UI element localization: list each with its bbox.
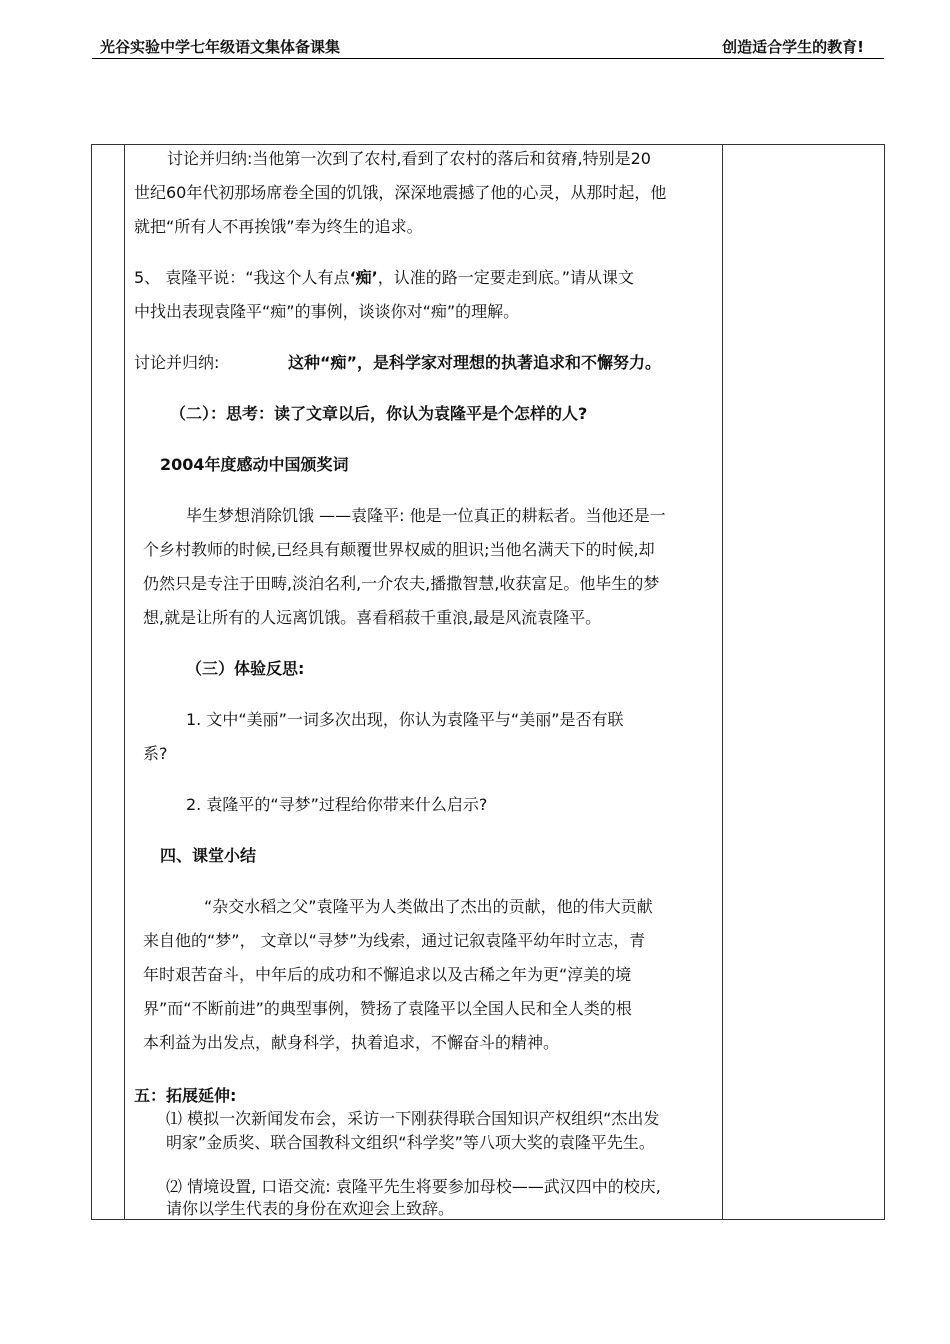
header-motto: 创造适合学生的教育! — [722, 38, 864, 56]
extension-2-line-2: 请你以学生代表的身份在欢迎会上致辞。 — [166, 1199, 455, 1218]
question-5-text-a: 5、 袁隆平说：“我这个人有点 — [134, 268, 350, 287]
think-question: （二）：思考：读了文章以后，你认为袁隆平是个怎样的人? — [170, 404, 588, 423]
class-summary-line-2: 来自他的“梦”， 文章以“寻梦”为线索，通过记叙袁隆平幼年时立志，青 — [143, 931, 646, 950]
reflect-1-line-2: 系? — [143, 744, 168, 763]
award-line-1: 毕生梦想消除饥饿 ——袁隆平: 他是一位真正的耕耘者。当他还是一 — [186, 506, 666, 525]
discussion-line-2: 世纪60年代初那场席卷全国的饥饿，深深地震撼了他的心灵，从那时起，他 — [134, 183, 667, 202]
summary-label: 讨论并归纳: — [134, 353, 220, 372]
class-summary-line-5: 本利益为出发点，献身科学，执着追求，不懈奋斗的精神。 — [143, 1033, 560, 1052]
class-summary-line-4: 界”而“不断前进”的典型事例，赞扬了袁隆平以全国人民和全人类的根 — [143, 999, 632, 1018]
discussion-line-1: 讨论并归纳:当他第一次到了农村,看到了农村的落后和贫瘠,特别是20 — [167, 149, 651, 168]
award-line-3: 仍然只是专注于田畴,淡泊名利,一介农夫,播撒智慧,收获富足。他毕生的梦 — [143, 574, 660, 593]
question-5-line-1 — [134, 261, 634, 295]
extension-2-line-1: ⑵ 情境设置, 口语交流: 袁隆平先生将要参加母校——武汉四中的校庆, — [166, 1177, 661, 1196]
question-5-line-2: 中找出表现袁隆平“痴”的事例，谈谈你对“痴”的理解。 — [134, 302, 520, 321]
class-summary-title: 四、课堂小结 — [160, 846, 257, 865]
extension-title: 五：拓展延伸: — [134, 1086, 237, 1105]
class-summary-line-1: “杂交水稻之父”袁隆平为人类做出了杰出的贡献，他的伟大贡献 — [204, 897, 653, 916]
summary-conclusion: 这种“痴”，是科学家对理想的执著追求和不懈努力。 — [288, 353, 662, 372]
reflect-2: 2. 袁隆平的“寻梦”过程给你带来什么启示? — [186, 795, 488, 814]
discussion-line-3: 就把“所有人不再挨饿”奉为终生的追求。 — [134, 217, 423, 236]
award-title: 2004年度感动中国颁奖词 — [160, 455, 349, 474]
table-divider-left — [124, 145, 125, 1219]
reflect-title: （三）体验反思: — [186, 659, 305, 678]
extension-1-line-1: ⑴ 模拟一次新闻发布会，采访一下刚获得联合国知识产权组织“杰出发 — [166, 1109, 660, 1128]
class-summary-line-3: 年时艰苦奋斗，中年后的成功和不懈追求以及古稀之年为更“淳美的境 — [143, 965, 632, 984]
question-5-text-c: ，认准的路一定要走到底。”请从课文 — [377, 268, 635, 287]
extension-1-line-2: 明家”金质奖、联合国教科文组织“科学奖”等八项大奖的袁隆平先生。 — [166, 1133, 655, 1152]
award-line-2: 个乡村教师的时候,已经具有颠覆世界权威的胆识;当他名满天下的时候,却 — [143, 540, 655, 559]
reflect-1-line-1: 1. 文中“美丽”一词多次出现，你认为袁隆平与“美丽”是否有联 — [186, 710, 624, 729]
question-5-emphasis: ‘痴’ — [349, 268, 378, 287]
award-line-4: 想,就是让所有的人远离饥饿。喜看稻菽千重浪,最是风流袁隆平。 — [143, 608, 602, 627]
table-divider-right — [722, 145, 723, 1219]
header-title: 光谷实验中学七年级语文集体备课集 — [100, 38, 341, 56]
page-header — [92, 34, 884, 59]
